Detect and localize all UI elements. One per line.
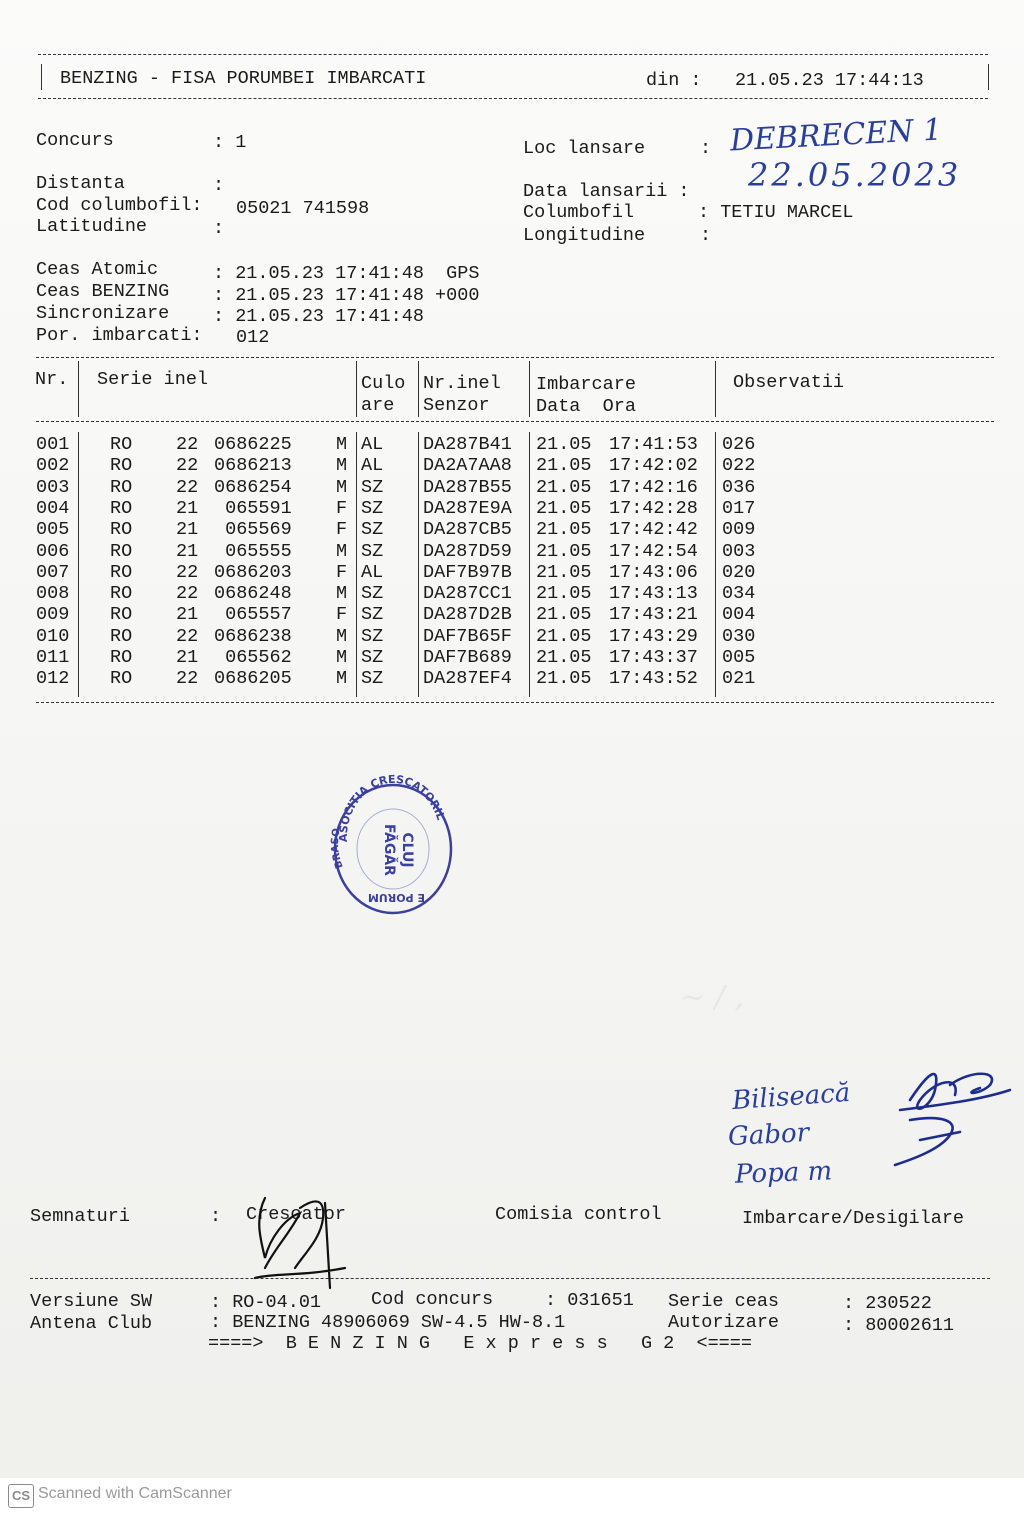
cell-ora: 17:43:37	[609, 647, 698, 668]
table-row	[0, 519, 1024, 540]
cell-an: 22	[176, 476, 199, 498]
cell-cul: AL	[361, 561, 384, 583]
cell-sex: F	[336, 497, 348, 519]
cell-senzor: DAF7B689	[423, 647, 512, 668]
cell-nr: 002	[36, 455, 70, 477]
cell-an: 22	[176, 455, 199, 477]
cell-an: 22	[176, 668, 199, 690]
cell-inel: 065569	[214, 519, 292, 541]
cell-nr: 001	[36, 434, 70, 455]
latitudine-value: :	[213, 218, 225, 239]
cell-ora: 17:41:53	[609, 434, 698, 455]
col-header-observatii: Observatii	[733, 372, 845, 393]
cell-sex: M	[336, 647, 348, 668]
cell-obs: 009	[722, 519, 756, 541]
header-sep-2	[356, 361, 357, 417]
cell-an: 21	[176, 540, 199, 562]
data-lansarii-label: Data lansarii :	[523, 181, 690, 202]
table-row	[0, 434, 1024, 455]
cell-nr: 011	[36, 647, 70, 668]
col-header-culoare-2: are	[361, 395, 395, 416]
columbofil-value: : TETIU MARCEL	[698, 202, 854, 223]
longitudine-value: :	[700, 225, 712, 246]
cell-an: 21	[176, 604, 199, 626]
ceas-atomic-label: Ceas Atomic	[36, 259, 159, 280]
cell-data: 21.05	[536, 625, 592, 647]
cell-tara: RO	[110, 519, 133, 541]
cell-tara: RO	[110, 455, 133, 477]
header-right-border	[988, 64, 989, 90]
commission-signature	[880, 1060, 1020, 1180]
cell-obs: 036	[722, 476, 756, 498]
cell-sex: F	[336, 519, 348, 541]
cell-senzor: DA287B55	[423, 476, 512, 498]
cell-cul: SZ	[361, 497, 384, 519]
semnaturi-sep: :	[210, 1206, 222, 1227]
crescator-signature	[245, 1178, 355, 1298]
cell-obs: 021	[722, 668, 756, 690]
cell-obs: 026	[722, 434, 756, 455]
longitudine-label: Longitudine	[523, 225, 646, 246]
cell-sex: M	[336, 583, 348, 605]
cell-senzor: DA287EF4	[423, 668, 512, 690]
cell-inel: 0686248	[214, 583, 292, 605]
header-date-label: din :	[646, 70, 702, 91]
camscanner-text: Scanned with CamScanner	[38, 1485, 232, 1502]
cell-tara: RO	[110, 476, 133, 498]
header-sep-3	[418, 361, 419, 417]
cell-ora: 17:43:29	[609, 625, 698, 647]
cell-nr: 009	[36, 604, 70, 626]
cell-sex: M	[336, 668, 348, 690]
table-row	[0, 626, 1024, 647]
table-header-border	[36, 421, 994, 422]
cell-data: 21.05	[536, 583, 592, 605]
header-sep-5	[715, 361, 716, 417]
header-bottom-border	[38, 98, 988, 99]
cell-cul: AL	[361, 455, 384, 477]
handwritten-name-2: Gabor	[727, 1117, 810, 1153]
cell-cul: SZ	[361, 647, 384, 668]
table-row	[0, 668, 1024, 689]
cell-an: 22	[176, 583, 199, 605]
cell-inel: 0686238	[214, 625, 292, 647]
cell-ora: 17:42:02	[609, 455, 698, 477]
faint-emboss-mark: ~ / ,	[680, 980, 744, 1015]
cell-sex: F	[336, 604, 348, 626]
cell-inel: 065555	[214, 540, 292, 562]
cell-an: 21	[176, 497, 199, 519]
footer-top-border	[30, 1278, 990, 1279]
cell-cul: SZ	[361, 476, 384, 498]
cell-obs: 020	[722, 561, 756, 583]
latitudine-label: Latitudine	[36, 216, 148, 237]
handwritten-data-lansarii: 22.05.2023	[748, 156, 962, 194]
table-row	[0, 583, 1024, 604]
cell-data: 21.05	[536, 497, 592, 519]
cod-concurs-label: Cod concurs	[371, 1289, 494, 1310]
table-row	[0, 604, 1024, 625]
table-top-border	[36, 357, 994, 358]
crescator-label: Crescator	[246, 1204, 346, 1225]
cell-senzor: DA287E9A	[423, 497, 512, 519]
cell-tara: RO	[110, 583, 133, 605]
col-header-nrinel-1: Nr.inel	[423, 373, 501, 394]
header-date-value: 21.05.23 17:44:13	[735, 70, 924, 91]
cell-obs: 005	[722, 647, 756, 668]
cell-nr: 008	[36, 583, 70, 605]
cell-sex: M	[336, 625, 348, 647]
col-header-imbarcare-1: Imbarcare	[536, 374, 636, 395]
cell-sex: F	[336, 561, 348, 583]
cell-tara: RO	[110, 561, 133, 583]
autorizare-value: : 80002611	[843, 1315, 955, 1336]
cell-tara: RO	[110, 625, 133, 647]
stamp-bottom-text: E PORUM	[367, 891, 425, 904]
versiune-sw-label: Versiune SW	[30, 1291, 153, 1312]
cell-an: 22	[176, 434, 199, 455]
cell-senzor: DA287D59	[423, 540, 512, 562]
distanta-value: :	[213, 175, 225, 196]
col-header-imbarcare-2: Data Ora	[536, 396, 636, 417]
cell-inel: 0686254	[214, 476, 292, 498]
antena-club-label: Antena Club	[30, 1313, 153, 1334]
cell-tara: RO	[110, 668, 133, 690]
por-imbarcati-label: Por. imbarcati:	[36, 325, 203, 346]
cell-data: 21.05	[536, 434, 592, 455]
cell-inel: 0686213	[214, 455, 292, 477]
cell-ora: 17:43:52	[609, 668, 698, 690]
cell-inel: 0686225	[214, 434, 292, 455]
handwritten-name-1: Biliseacă	[731, 1077, 852, 1117]
cell-an: 21	[176, 519, 199, 541]
cell-an: 21	[176, 647, 199, 668]
cell-sex: M	[336, 434, 348, 455]
cell-senzor: DAF7B65F	[423, 625, 512, 647]
cell-ora: 17:43:06	[609, 561, 698, 583]
comisia-control-label: Comisia control	[495, 1204, 662, 1225]
cell-obs: 034	[722, 583, 756, 605]
col-header-nr: Nr.	[35, 369, 69, 390]
cell-inel: 0686205	[214, 668, 292, 690]
columbofil-label: Columbofil	[523, 202, 635, 223]
cell-tara: RO	[110, 604, 133, 626]
cell-nr: 004	[36, 497, 70, 519]
cell-sex: M	[336, 455, 348, 477]
document-title: BENZING - FISA PORUMBEI IMBARCATI	[60, 68, 427, 89]
cell-data: 21.05	[536, 476, 592, 498]
cell-inel: 0686203	[214, 561, 292, 583]
cell-senzor: DA287D2B	[423, 604, 512, 626]
cell-data: 21.05	[536, 455, 592, 477]
cell-nr: 012	[36, 668, 70, 690]
cell-an: 22	[176, 625, 199, 647]
header-left-border	[41, 64, 42, 90]
col-header-serie: Serie inel	[97, 369, 209, 390]
cell-cul: SZ	[361, 604, 384, 626]
por-imbarcati-value: 012	[236, 327, 270, 348]
cod-columbofil-value: 05021 741598	[236, 198, 370, 219]
cell-cul: AL	[361, 434, 384, 455]
stamp-center-text-1: CLUJ	[399, 832, 415, 868]
cell-cul: SZ	[361, 668, 384, 690]
cell-sex: M	[336, 476, 348, 498]
col-header-culoare-1: Culo	[361, 373, 406, 394]
cell-inel: 065562	[214, 647, 292, 668]
cell-nr: 007	[36, 561, 70, 583]
imbarcare-desigilare-label: Imbarcare/Desigilare	[742, 1208, 965, 1229]
serie-ceas-value: : 230522	[843, 1293, 932, 1314]
camscanner-logo: CS	[8, 1484, 34, 1508]
versiune-sw-value: : RO-04.01	[210, 1292, 322, 1313]
cell-nr: 005	[36, 519, 70, 541]
loc-lansare-label: Loc lansare	[523, 138, 646, 159]
cell-tara: RO	[110, 647, 133, 668]
cell-ora: 17:42:28	[609, 497, 698, 519]
header-top-border	[38, 54, 988, 55]
cell-tara: RO	[110, 540, 133, 562]
cell-an: 22	[176, 561, 199, 583]
cell-nr: 010	[36, 625, 70, 647]
table-row	[0, 498, 1024, 519]
cell-ora: 17:42:42	[609, 519, 698, 541]
benzing-express-brand: ====> B E N Z I N G E x p r e s s G 2 <====	[208, 1333, 752, 1354]
autorizare-label: Autorizare	[668, 1312, 780, 1333]
cell-data: 21.05	[536, 647, 592, 668]
cell-cul: SZ	[361, 583, 384, 605]
club-stamp	[325, 772, 455, 922]
loc-lansare-sep: :	[700, 138, 712, 159]
cell-tara: RO	[110, 497, 133, 519]
cod-concurs-value: : 031651	[545, 1290, 634, 1311]
cell-data: 21.05	[536, 561, 592, 583]
concurs-label: Concurs	[36, 130, 114, 151]
ceas-atomic-value: : 21.05.23 17:41:48 GPS	[213, 263, 480, 284]
cell-obs: 022	[722, 455, 756, 477]
cell-ora: 17:42:54	[609, 540, 698, 562]
serie-ceas-label: Serie ceas	[668, 1291, 780, 1312]
table-row	[0, 477, 1024, 498]
sincronizare-value: : 21.05.23 17:41:48	[213, 306, 424, 327]
distanta-label: Distanta	[36, 173, 125, 194]
semnaturi-label: Semnaturi	[30, 1206, 130, 1227]
cell-tara: RO	[110, 434, 133, 455]
cell-obs: 004	[722, 604, 756, 626]
cell-data: 21.05	[536, 604, 592, 626]
cell-sex: M	[336, 540, 348, 562]
cell-data: 21.05	[536, 540, 592, 562]
stamp-top-text: ASOCITIA CRESCATORIL	[336, 772, 448, 843]
cell-inel: 065591	[214, 497, 292, 519]
cell-senzor: DA287CC1	[423, 583, 512, 605]
col-header-nrinel-2: Senzor	[423, 395, 490, 416]
ceas-benzing-value: : 21.05.23 17:41:48 +000	[213, 285, 480, 306]
sincronizare-label: Sincronizare	[36, 303, 170, 324]
cell-inel: 065557	[214, 604, 292, 626]
stamp-left-text: BRASO	[330, 827, 346, 870]
table-bottom-border	[36, 702, 994, 703]
cell-senzor: DA287CB5	[423, 519, 512, 541]
handwritten-name-3: Popa m	[734, 1156, 833, 1190]
cell-senzor: DA2A7AA8	[423, 455, 512, 477]
cell-data: 21.05	[536, 668, 592, 690]
table-row	[0, 647, 1024, 668]
ceas-benzing-label: Ceas BENZING	[36, 281, 170, 302]
cell-data: 21.05	[536, 519, 592, 541]
cod-columbofil-label: Cod columbofil:	[36, 195, 203, 216]
stamp-center-text-2: FĂGĂR	[381, 824, 397, 876]
header-sep-4	[529, 361, 530, 417]
cell-cul: SZ	[361, 519, 384, 541]
concurs-value: : 1	[213, 132, 247, 153]
table-row	[0, 541, 1024, 562]
cell-senzor: DAF7B97B	[423, 561, 512, 583]
cell-ora: 17:42:16	[609, 476, 698, 498]
cell-senzor: DA287B41	[423, 434, 512, 455]
antena-club-value: : BENZING 48906069 SW-4.5 HW-8.1	[210, 1312, 566, 1333]
cell-ora: 17:43:13	[609, 583, 698, 605]
table-row	[0, 562, 1024, 583]
cell-obs: 017	[722, 497, 756, 519]
cell-ora: 17:43:21	[609, 604, 698, 626]
cell-cul: SZ	[361, 540, 384, 562]
cell-nr: 006	[36, 540, 70, 562]
cell-obs: 003	[722, 540, 756, 562]
header-sep-1	[78, 361, 79, 417]
cell-nr: 003	[36, 476, 70, 498]
cell-obs: 030	[722, 625, 756, 647]
handwritten-loc-lansare: DEBRECEN 1	[729, 112, 943, 159]
table-row	[0, 455, 1024, 476]
cell-cul: SZ	[361, 625, 384, 647]
